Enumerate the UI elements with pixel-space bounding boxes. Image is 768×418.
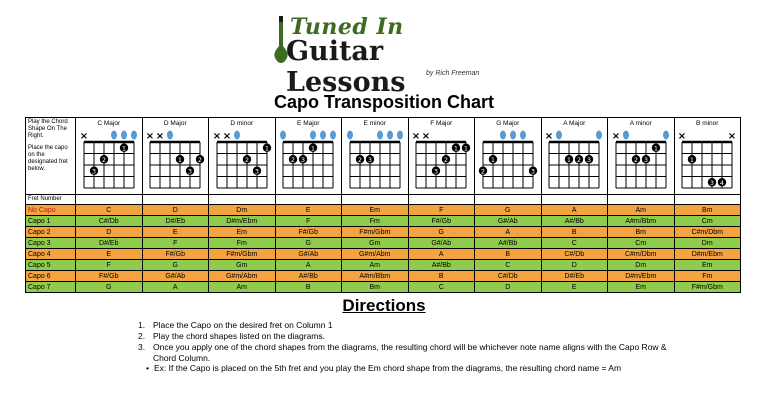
chord-result-cell: Cm bbox=[674, 216, 741, 227]
chord-name: E Major bbox=[297, 120, 320, 127]
chord-result-cell: A bbox=[541, 205, 608, 216]
directions-example bbox=[146, 363, 684, 374]
finger-number: 1 bbox=[653, 144, 658, 153]
chord-name: D minor bbox=[230, 120, 254, 127]
direction-step bbox=[138, 320, 678, 331]
chord-name: E minor bbox=[363, 120, 386, 127]
finger-number: 3 bbox=[434, 167, 439, 176]
chord-result-cell: F#/Gb bbox=[76, 271, 143, 282]
chord-result-cell: Bm bbox=[674, 205, 741, 216]
chord-result-cell: F bbox=[275, 216, 342, 227]
bullet-icon: • bbox=[146, 363, 149, 373]
finger-number: 2 bbox=[577, 155, 582, 164]
chord-result-cell: Dm bbox=[608, 260, 675, 271]
muted-string-icon: × bbox=[222, 131, 231, 142]
capo-row bbox=[26, 271, 741, 282]
chord-result-cell: B bbox=[275, 282, 342, 293]
chord-result-cell: Em bbox=[342, 205, 409, 216]
chord-result-cell: G bbox=[408, 227, 475, 238]
chord-diagram-cell bbox=[408, 118, 475, 195]
chord-name: A minor bbox=[629, 120, 652, 127]
chord-result-cell: G bbox=[475, 205, 542, 216]
chord-result-cell: B bbox=[541, 227, 608, 238]
finger-number: 2 bbox=[633, 155, 638, 164]
capo-row bbox=[26, 205, 741, 216]
chord-diagram-cell bbox=[142, 118, 209, 195]
open-string-icon bbox=[556, 131, 562, 140]
chord-result-cell: C bbox=[408, 282, 475, 293]
chord-diagram-cell bbox=[209, 118, 276, 195]
chord-result-cell: F bbox=[142, 238, 209, 249]
chord-result-cell: A bbox=[475, 227, 542, 238]
chord-result-cell: C#/Db bbox=[541, 249, 608, 260]
capo-row-label: Capo 1 bbox=[26, 216, 76, 227]
directions-list bbox=[138, 320, 678, 364]
chord-diagram bbox=[477, 128, 539, 192]
chord-result-cell: A#m/Bbm bbox=[608, 216, 675, 227]
chord-result-cell: G bbox=[142, 260, 209, 271]
instruction-2: Place the capo on the designated fret below. bbox=[28, 145, 68, 172]
chord-name: C Major bbox=[97, 120, 121, 127]
chord-name: B minor bbox=[696, 120, 719, 127]
finger-number: 1 bbox=[490, 155, 495, 164]
chord-result-cell: D#m/Ebm bbox=[674, 249, 741, 260]
chord-result-cell: Fm bbox=[674, 271, 741, 282]
chord-result-cell: Em bbox=[674, 260, 741, 271]
chord-result-cell: B bbox=[408, 271, 475, 282]
open-string-icon bbox=[310, 131, 316, 140]
open-string-icon bbox=[111, 131, 117, 140]
step-text: Play the chord shapes listed on the diagrams. bbox=[153, 331, 325, 341]
fret-number-row bbox=[26, 195, 741, 205]
capo-row-label: Capo 4 bbox=[26, 249, 76, 260]
chord-result-cell: G#/Ab bbox=[475, 216, 542, 227]
open-string-icon bbox=[520, 131, 526, 140]
chord-result-cell: C bbox=[76, 205, 143, 216]
finger-number: 2 bbox=[101, 155, 106, 164]
finger-number: 1 bbox=[567, 155, 572, 164]
example-text: Ex: If the Capo is placed on the 5th fret and you play the Em chord shape from the diagrams, the resulting chord name = Am bbox=[154, 363, 622, 373]
chord-result-cell: D#/Eb bbox=[142, 216, 209, 227]
chord-result-cell: Am bbox=[342, 260, 409, 271]
chord-result-cell: E bbox=[142, 227, 209, 238]
finger-number: 3 bbox=[301, 155, 306, 164]
step-number: 3. bbox=[138, 342, 146, 352]
open-string-icon bbox=[510, 131, 516, 140]
chord-result-cell: Em bbox=[209, 227, 276, 238]
chord-result-cell: Dm bbox=[674, 238, 741, 249]
finger-number: 3 bbox=[367, 155, 372, 164]
chord-name: A Major bbox=[563, 120, 586, 127]
chord-result-cell: D bbox=[541, 260, 608, 271]
capo-row bbox=[26, 238, 741, 249]
direction-step bbox=[138, 342, 678, 364]
finger-number: 2 bbox=[357, 155, 362, 164]
chord-result-cell: A bbox=[142, 282, 209, 293]
chord-name: D Major bbox=[163, 120, 187, 127]
chord-result-cell: C#m/Dbm bbox=[608, 249, 675, 260]
chord-result-cell: Gm bbox=[209, 260, 276, 271]
finger-number: 1 bbox=[464, 144, 469, 153]
chord-result-cell: B bbox=[475, 249, 542, 260]
chord-result-cell: F bbox=[408, 205, 475, 216]
chord-result-cell: F bbox=[76, 260, 143, 271]
chord-diagram-cell bbox=[275, 118, 342, 195]
chord-diagram bbox=[211, 128, 273, 192]
chord-result-cell: F#/Gb bbox=[142, 249, 209, 260]
open-string-icon bbox=[167, 131, 173, 140]
chord-result-cell: G#/Ab bbox=[275, 249, 342, 260]
capo-row-label: Capo 7 bbox=[26, 282, 76, 293]
chord-result-cell: Am bbox=[608, 205, 675, 216]
chord-result-cell: G#/Ab bbox=[408, 238, 475, 249]
finger-number: 2 bbox=[198, 155, 203, 164]
chord-diagram-cell bbox=[541, 118, 608, 195]
chord-result-cell: Fm bbox=[342, 216, 409, 227]
chord-name: G Major bbox=[496, 120, 520, 127]
open-string-icon bbox=[596, 131, 602, 140]
chord-diagram-cell bbox=[674, 118, 741, 195]
open-string-icon bbox=[663, 131, 669, 140]
capo-row bbox=[26, 249, 741, 260]
chord-result-cell: Bm bbox=[608, 227, 675, 238]
step-number: 1. bbox=[138, 320, 146, 330]
finger-number: 3 bbox=[254, 167, 259, 176]
chord-result-cell: D bbox=[475, 282, 542, 293]
open-string-icon bbox=[377, 131, 383, 140]
muted-string-icon: × bbox=[156, 131, 165, 142]
chord-result-cell: C bbox=[475, 260, 542, 271]
muted-string-icon: × bbox=[212, 131, 221, 142]
fret-number-cell bbox=[541, 195, 608, 205]
chord-result-cell: A#m/Bbm bbox=[342, 271, 409, 282]
fret-number-cell bbox=[408, 195, 475, 205]
muted-string-icon: × bbox=[412, 131, 421, 142]
capo-row bbox=[26, 216, 741, 227]
chord-result-cell: D bbox=[76, 227, 143, 238]
fret-number-cell bbox=[275, 195, 342, 205]
open-string-icon bbox=[330, 131, 336, 140]
chord-diagram bbox=[277, 128, 339, 192]
open-string-icon bbox=[280, 131, 286, 140]
capo-row-label: Capo 3 bbox=[26, 238, 76, 249]
chord-result-cell: E bbox=[275, 205, 342, 216]
chord-diagram-cell bbox=[342, 118, 409, 195]
finger-number: 3 bbox=[643, 155, 648, 164]
directions-title: Directions bbox=[342, 296, 426, 315]
finger-number: 2 bbox=[291, 155, 296, 164]
finger-number: 3 bbox=[530, 167, 535, 176]
chord-result-cell: C#/Db bbox=[475, 271, 542, 282]
instructions-cell bbox=[26, 118, 76, 195]
open-string-icon bbox=[121, 131, 127, 140]
finger-number: 4 bbox=[720, 178, 725, 187]
open-string-icon bbox=[500, 131, 506, 140]
chord-diagram bbox=[410, 128, 472, 192]
chord-result-cell: Dm bbox=[209, 205, 276, 216]
chord-diagram bbox=[610, 128, 672, 192]
chord-result-cell: D#m/Ebm bbox=[608, 271, 675, 282]
muted-string-icon: × bbox=[678, 131, 687, 142]
chord-result-cell: D#m/Ebm bbox=[209, 216, 276, 227]
capo-chart-table bbox=[25, 117, 741, 293]
capo-row-label: No Capo bbox=[26, 205, 76, 216]
capo-row-label: Capo 5 bbox=[26, 260, 76, 271]
fret-number-cell bbox=[76, 195, 143, 205]
logo-byline: by Rich Freeman bbox=[426, 70, 480, 77]
finger-number: 1 bbox=[690, 155, 695, 164]
finger-number: 1 bbox=[264, 144, 269, 153]
chord-diagram bbox=[144, 128, 206, 192]
chord-result-cell: A bbox=[408, 249, 475, 260]
chord-result-cell: D#/Eb bbox=[541, 271, 608, 282]
chord-result-cell: G#m/Abm bbox=[342, 249, 409, 260]
muted-string-icon: × bbox=[79, 131, 88, 142]
chord-result-cell: D bbox=[142, 205, 209, 216]
fret-number-cell bbox=[674, 195, 741, 205]
chord-result-cell: A#/Bb bbox=[275, 271, 342, 282]
finger-number: 1 bbox=[454, 144, 459, 153]
step-text: Place the Capo on the desired fret on Column 1 bbox=[153, 320, 333, 330]
open-string-icon bbox=[347, 131, 353, 140]
chord-result-cell: C bbox=[541, 238, 608, 249]
open-string-icon bbox=[387, 131, 393, 140]
finger-number: 1 bbox=[311, 144, 316, 153]
chord-result-cell: F#/Gb bbox=[408, 216, 475, 227]
fret-number-cell bbox=[342, 195, 409, 205]
chord-result-cell: A bbox=[275, 260, 342, 271]
chord-result-cell: Am bbox=[209, 282, 276, 293]
muted-string-icon: × bbox=[545, 131, 554, 142]
logo bbox=[284, 14, 484, 98]
chord-diagram bbox=[78, 128, 140, 192]
chord-result-cell: Gm bbox=[342, 238, 409, 249]
chord-result-cell: Em bbox=[608, 282, 675, 293]
direction-step bbox=[138, 331, 678, 342]
chord-result-cell: C#/Db bbox=[76, 216, 143, 227]
capo-row bbox=[26, 282, 741, 293]
chord-result-cell: F#m/Gbm bbox=[342, 227, 409, 238]
chord-result-cell: G bbox=[76, 282, 143, 293]
fret-number-cell bbox=[209, 195, 276, 205]
chord-result-cell: Bm bbox=[342, 282, 409, 293]
muted-string-icon: × bbox=[611, 131, 620, 142]
capo-row-label: Capo 2 bbox=[26, 227, 76, 238]
chord-result-cell: E bbox=[76, 249, 143, 260]
chord-diagram bbox=[344, 128, 406, 192]
chord-result-cell: D#/Eb bbox=[76, 238, 143, 249]
fret-number-cell bbox=[608, 195, 675, 205]
step-text: Once you apply one of the chord shapes from the diagrams, the resulting chord will be whichever note name aligns with the Capo Row & Chord Column. bbox=[153, 342, 667, 363]
chord-result-cell: A#/Bb bbox=[408, 260, 475, 271]
chord-diagram bbox=[676, 128, 738, 192]
open-string-icon bbox=[131, 131, 137, 140]
chord-name: F Major bbox=[430, 120, 453, 127]
chord-result-cell: F#/Gb bbox=[275, 227, 342, 238]
step-number: 2. bbox=[138, 331, 146, 341]
chord-result-cell: F#m/Gbm bbox=[209, 249, 276, 260]
muted-string-icon: × bbox=[146, 131, 155, 142]
capo-row-label: Capo 6 bbox=[26, 271, 76, 282]
chord-diagram-cell bbox=[475, 118, 542, 195]
fret-number-cell bbox=[142, 195, 209, 205]
finger-number: 2 bbox=[480, 167, 485, 176]
diagram-row bbox=[26, 118, 741, 195]
finger-number: 3 bbox=[710, 178, 715, 187]
finger-number: 1 bbox=[121, 144, 126, 153]
chord-result-cell: G#m/Abm bbox=[209, 271, 276, 282]
logo-line-2: Guitar Lessons bbox=[286, 36, 406, 98]
finger-number: 1 bbox=[178, 155, 183, 164]
fret-number-cell bbox=[475, 195, 542, 205]
open-string-icon bbox=[397, 131, 403, 140]
fret-number-label: Fret Number bbox=[26, 195, 76, 205]
chord-diagram bbox=[543, 128, 605, 192]
chord-diagram-cell bbox=[76, 118, 143, 195]
open-string-icon bbox=[234, 131, 240, 140]
chord-result-cell: G#/Ab bbox=[142, 271, 209, 282]
finger-number: 3 bbox=[587, 155, 592, 164]
open-string-icon bbox=[320, 131, 326, 140]
open-string-icon bbox=[623, 131, 629, 140]
instruction-1: Play the Chord Shape On The Right. bbox=[28, 119, 68, 139]
capo-row bbox=[26, 227, 741, 238]
chord-result-cell: C#m/Dbm bbox=[674, 227, 741, 238]
finger-number: 3 bbox=[188, 167, 193, 176]
chord-result-cell: Fm bbox=[209, 238, 276, 249]
chord-result-cell: G bbox=[275, 238, 342, 249]
capo-row bbox=[26, 260, 741, 271]
chord-diagram-cell bbox=[608, 118, 675, 195]
finger-number: 2 bbox=[444, 155, 449, 164]
chord-result-cell: Cm bbox=[608, 238, 675, 249]
chord-result-cell: A#/Bb bbox=[541, 216, 608, 227]
finger-number: 3 bbox=[91, 167, 96, 176]
finger-number: 2 bbox=[244, 155, 249, 164]
muted-string-icon: × bbox=[728, 131, 737, 142]
page-title: Capo Transposition Chart bbox=[273, 92, 495, 112]
chord-result-cell: A#/Bb bbox=[475, 238, 542, 249]
chord-result-cell: E bbox=[541, 282, 608, 293]
chord-result-cell: F#m/Gbm bbox=[674, 282, 741, 293]
muted-string-icon: × bbox=[422, 131, 431, 142]
logo-line-1: Tuned In bbox=[290, 14, 404, 40]
